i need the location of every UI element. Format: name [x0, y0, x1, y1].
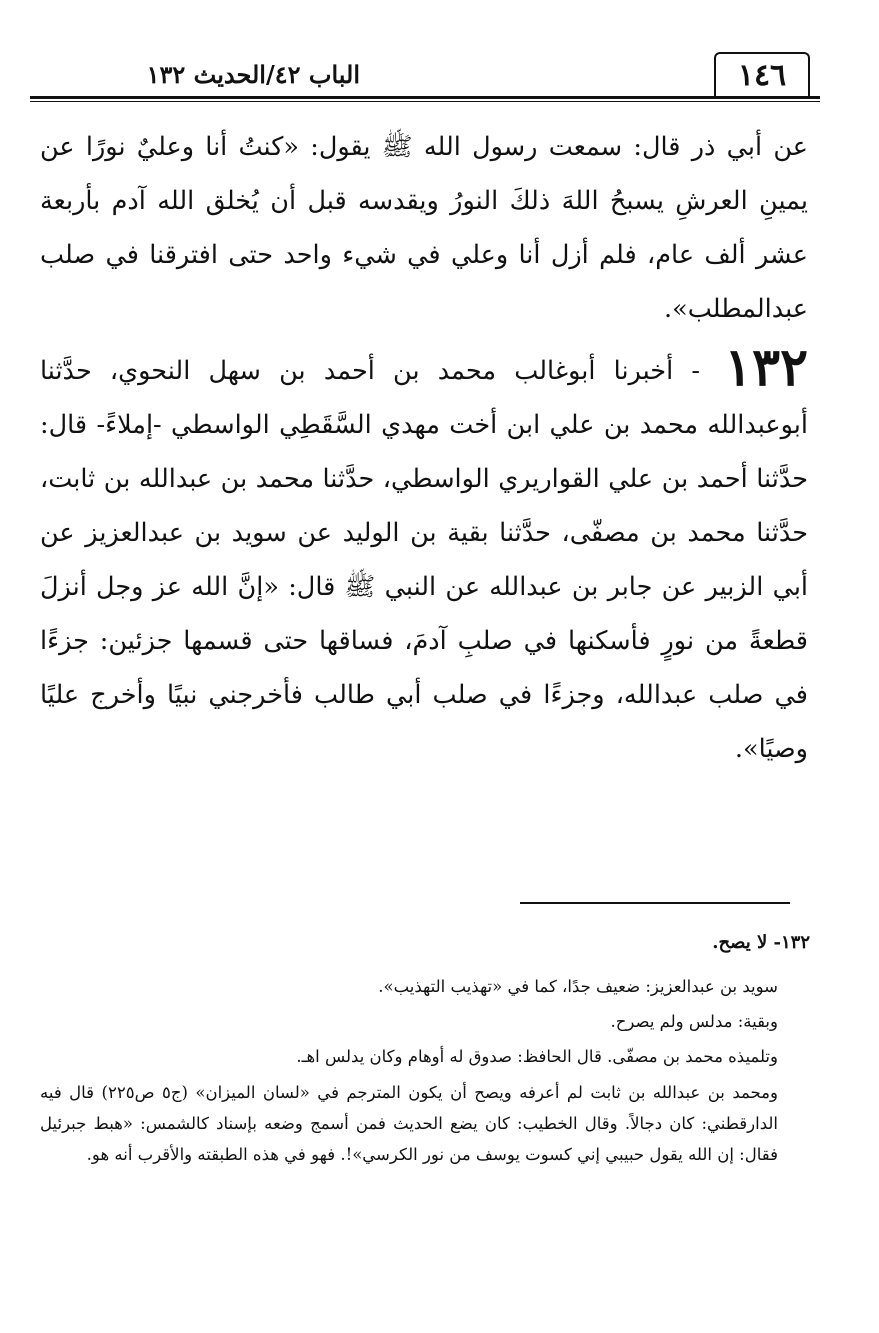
footnotes [40, 928, 810, 1175]
footnote-heading: ١٣٢- لا يصح. [712, 932, 810, 953]
hadith-132-text: - أخبرنا أبوغالب محمد بن أحمد بن سهل النحوي، حدَّثنا أبوعبدالله محمد بن علي ابن أخت مهدي السَّقَطِي الواسطي -إملاءً- قال: حدَّثنا أحمد بن علي القواريري الواسطي، حدَّثنا محمد بن عبدالله بن ثابت، حدَّثنا محمد بن مصفّى، حدَّثنا بقية بن الوليد عن سويد بن عبدالعزيز عن أبي الزبير عن جابر بن عبدالله عن النبي ﷺ قال: «إنَّ الله عز وجل أنزلَ قطعةً من نورٍ فأسكنها في صلبِ آدمَ، فساقها حتى قسمها جزئين: جزءًا في صلب عبدالله، وجزءًا في صلب أبي طالب فأخرجني نبيًا وأخرج عليًا وصيًا». [40, 356, 808, 764]
footnote-line: ومحمد بن عبدالله بن ثابت لم أعرفه ويصح أن يكون المترجم في «لسان الميزان» (ج٥ ص٢٢٥) قال فيه الدارقطني: كان دجالاً. وقال الخطيب: كان يضع الحديث فمن أسمج وضعه بإسناد كالشمس: «هبط جبرئيل فقال: إن الله يقول حبيبي إني كسوت يوسف من نور الكرسي»!. فهو في هذه الطبقته والأقرب أنه هو. [40, 1083, 778, 1164]
running-head: الباب ٤٢/الحديث ١٣٢ [146, 60, 360, 89]
footnote-line: وبقية: مدلس ولم يصرح. [610, 1012, 778, 1031]
paragraph-gap [40, 336, 808, 344]
footnote-separator [520, 902, 790, 904]
page-header [30, 52, 820, 108]
hadith-132-paragraph [40, 337, 808, 776]
footnote-line: سويد بن عبدالعزيز: ضعيف جدًا، كما في «تهذيب التهذيب». [378, 977, 778, 996]
page-number: ١٤٦ [714, 52, 810, 98]
hadith-number: ١٣٢ [724, 337, 808, 398]
hadith-131-text: عن أبي ذر قال: سمعت رسول الله ﷺ يقول: «كنتُ أنا وعليٌ نورًا عن يمينِ العرشِ يسبحُ اللهَ ذلكَ النورُ ويقدسه قبل أن يُخلق الله آدم بأربعة عشر ألف عام، فلم أزل أنا وعلي في شيء واحد حتى افترقنا في صلب عبدالمطلب». [40, 132, 808, 324]
header-rule [30, 96, 820, 102]
footnote-line: وتلميذه محمد بن مصفّى. قال الحافظ: صدوق له أوهام وكان يدلس اهـ. [296, 1047, 778, 1066]
main-text [40, 120, 808, 776]
